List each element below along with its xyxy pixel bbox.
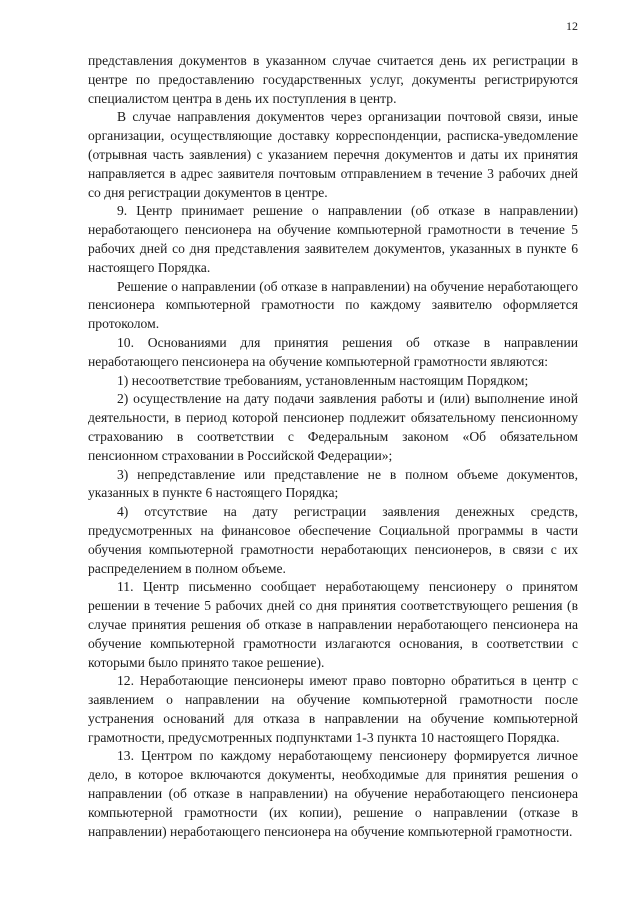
clause-9: 9. Центр принимает решение о направлении (об отказе в направлении) неработающего пенсионера на обучение компьютерной грамотности в течение 5 рабочих дней со дня представления заявителем документов, указанных в пункте 6 настоящего Порядка. [88,203,578,275]
clause-10-item-4: 4) отсутствие на дату регистрации заявления денежных средств, предусмотренных на финансовое обеспечение Социальной программы в части обучения компьютерной грамотности неработающих пенсионеров, в связи с их распределением в полном объеме. [88,504,578,576]
body-paragraph-postal-delivery: В случае направления документов через организации почтовой связи, иные организации, осуществляющие доставку корреспонденции, расписка-уведомление (отрывная часть заявления) с указанием перечня документов и даты их принятия направляется в адрес заявителя почтовым отправлением в течение 3 рабочих дней со дня регистрации документов в центре. [88,109,578,200]
page-number: 12 [566,19,578,33]
clause-11: 11. Центр письменно сообщает неработающему пенсионеру о принятом решении в течение 5 рабочих дней со дня принятия соответствующего решения (в случае принятия решения об отказе в направлении неработающего пенсионера на обучение компьютерной грамотности излагаются основания, в соответствии с которыми было принято такое решение). [88,579,578,670]
clause-10-item-3: 3) непредставление или представление не в полном объеме документов, указанных в пункте 6 настоящего Порядка; [88,466,578,501]
clause-10-item-2: 2) осуществление на дату подачи заявления работы и (или) выполнение иной деятельности, в период которой пенсионер подлежит обязательному пенсионному страхованию в соответствии с Федеральным законом «Об обязательном пенсионном страховании в Российской Федерации»; [88,391,578,463]
clause-12: 12. Неработающие пенсионеры имеют право повторно обратиться в центр с заявлением о направлении на обучение компьютерной грамотности после устранения оснований для отказа в направлении на обучение компьютерной грамотности, предусмотренных подпунктами 1-3 пункта 10 настоящего Порядка. [88,673,578,745]
clause-13: 13. Центром по каждому неработающему пенсионеру формируется личное дело, в которое включаются документы, необходимые для принятия решения о направлении (об отказе в направлении) на обучение неработающего пенсионера компьютерной грамотности (их копии), решение о направлении (отказе в направлении) неработающего пенсионера на обучение компьютерной грамотности. [88,748,578,839]
clause-10: 10. Основаниями для принятия решения об отказе в направлении неработающего пенсионера на обучение компьютерной грамотности являются: [88,334,578,369]
clause-10-item-1: 1) несоответствие требованиям, установленным настоящим Порядком; [117,372,529,388]
document-body [88,52,578,841]
clause-9-protocol: Решение о направлении (об отказе в направлении) на обучение неработающего пенсионера компьютерной грамотности по каждому заявителю оформляется протоколом. [88,278,578,332]
body-paragraph-continuation: представления документов в указанном случае считается день их регистрации в центре по предоставлению государственных услуг, документы регистрируются специалистом центра в день их поступления в центр. [88,53,578,106]
